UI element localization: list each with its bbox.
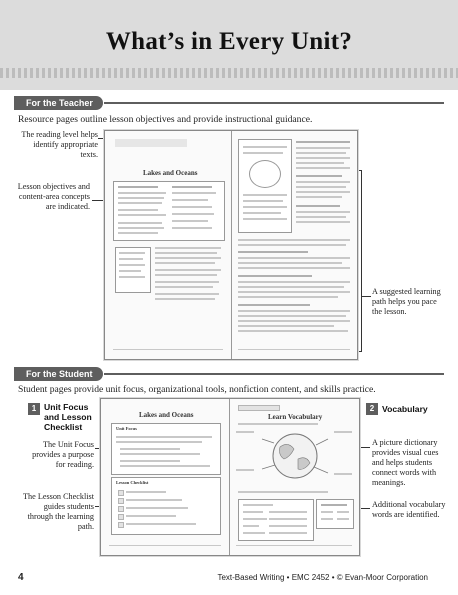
callout-lesson-checklist: The Lesson Checklist guides students through the learning path. — [23, 492, 94, 531]
objectives-box — [113, 181, 225, 241]
globe-thumbnail — [249, 160, 281, 188]
reduced-student-page — [238, 139, 292, 233]
thumbnail-page — [115, 247, 151, 293]
student-section-tag: For the Student — [14, 367, 103, 381]
item-label-unit-focus: Unit Focus and Lesson Checklist — [44, 402, 92, 432]
student-lesson-title: Lakes and Oceans — [139, 411, 194, 419]
header-stripes — [0, 68, 458, 78]
unit-focus-heading: Unit Focus — [116, 426, 137, 431]
callout-picture-dictionary: A picture dictionary provides visual cues and helps students connect words with meanings. — [372, 438, 439, 487]
item-number-1: 1 — [28, 403, 40, 415]
page-number: 4 — [18, 572, 24, 583]
teacher-left-page — [105, 131, 231, 359]
teacher-section-rule — [104, 102, 444, 104]
callout-additional-vocabulary: Additional vocabulary words are identified. — [372, 500, 446, 519]
lesson-checklist-heading: Lesson Checklist — [116, 480, 149, 485]
teacher-section-bar — [14, 96, 444, 110]
callout-reading-level: The reading level helps identify appropriate texts. — [21, 130, 98, 159]
student-description: Student pages provide unit focus, organizational tools, nonfiction content, and skills practice. — [18, 384, 376, 395]
unit-focus-box — [111, 423, 221, 475]
vocabulary-title: Learn Vocabulary — [268, 413, 323, 421]
teacher-section-tag: For the Teacher — [14, 96, 103, 110]
words-to-know-box — [316, 499, 354, 529]
globe-illustration — [260, 429, 330, 483]
lesson-checklist-box — [111, 477, 221, 535]
callout-lesson-objectives: Lesson objectives and content-area concepts are indicated. — [17, 182, 90, 211]
callout-unit-focus: The Unit Focus provides a purpose for reading. — [32, 440, 94, 469]
student-spread-image — [100, 398, 360, 556]
student-section-rule — [104, 373, 444, 375]
lesson-tab — [238, 405, 280, 411]
context-words-box — [238, 499, 314, 541]
page-title: What’s in Every Unit? — [105, 28, 353, 55]
student-right-page — [230, 399, 359, 555]
page-footer — [0, 572, 458, 586]
teacher-lesson-title: Lakes and Oceans — [143, 169, 198, 177]
teacher-description: Resource pages outline lesson objectives and provide instructional guidance. — [18, 114, 313, 125]
item-label-vocabulary: Vocabulary — [382, 404, 428, 414]
item-number-2: 2 — [366, 403, 378, 415]
teacher-right-page — [232, 131, 357, 359]
callout-learning-path: A suggested learning path helps you pace the lesson. — [372, 287, 441, 316]
student-section-bar — [14, 367, 444, 381]
footer-credit: Text-Based Writing • EMC 2452 • © Evan-Moor Corporation — [217, 573, 428, 582]
student-left-page — [101, 399, 229, 555]
teacher-spread-image — [104, 130, 358, 360]
leader-learning-path — [361, 296, 371, 297]
reading-level-banner — [115, 139, 187, 147]
